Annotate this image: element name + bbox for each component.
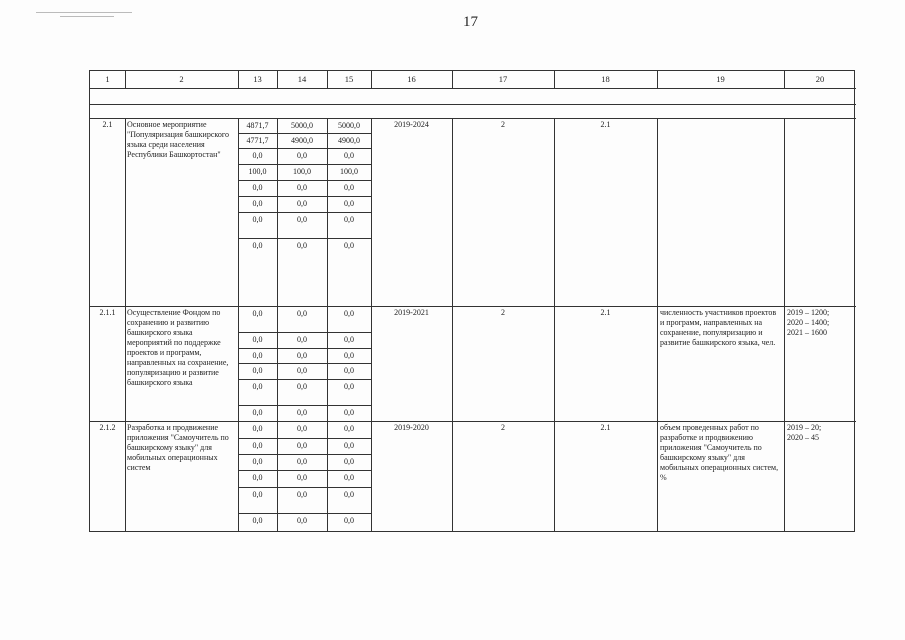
value-cell: 0,0 <box>252 490 263 499</box>
value-cell: 0,0 <box>297 151 307 160</box>
value-cell: 0,0 <box>297 516 307 525</box>
value-cell: 0,0 <box>252 382 263 391</box>
value-cell: 0,0 <box>297 490 307 499</box>
value-cell: 0,0 <box>344 441 354 450</box>
value-cell: 0,0 <box>344 241 354 250</box>
value-cell: 0,0 <box>297 215 307 224</box>
col17-cell: 2 <box>501 308 505 317</box>
target-cell: 2021 – 1600 <box>787 328 827 337</box>
value-subrow-line <box>238 348 371 349</box>
value-cell: 0,0 <box>252 241 263 250</box>
value-cell: 0,0 <box>252 335 263 344</box>
header-cell: 15 <box>344 74 354 84</box>
value-cell: 0,0 <box>297 473 307 482</box>
row-divider <box>90 306 856 307</box>
value-cell: 0,0 <box>297 424 307 433</box>
value-cell: 0,0 <box>252 183 263 192</box>
target-cell: 2020 – 1400; <box>787 318 830 327</box>
value-cell: 0,0 <box>344 424 354 433</box>
value-cell: 0,0 <box>252 151 263 160</box>
target-cell: 2019 – 20; <box>787 423 822 432</box>
value-cell: 0,0 <box>252 424 263 433</box>
value-subrow-line <box>238 487 371 488</box>
value-cell: 0,0 <box>252 441 263 450</box>
column-line <box>125 118 126 532</box>
value-cell: 4900,0 <box>338 136 360 145</box>
header-cell: 13 <box>253 74 262 84</box>
value-subrow-line <box>238 164 371 165</box>
row-id: 2.1 <box>102 120 113 129</box>
value-cell: 0,0 <box>252 366 263 375</box>
row-name: Осуществление Фондом по сохранению и развитию башкирского языка мероприятий по поддержке проектов и программ, направленных на сохранение, популяризацию и развитие башкирского языка <box>127 308 229 387</box>
header-cell: 2 <box>179 74 184 84</box>
col17-cell: 2 <box>501 120 505 129</box>
row-id: 2.1.2 <box>99 423 116 432</box>
col17-cell: 2 <box>501 423 505 432</box>
row-id: 2.1.1 <box>99 308 116 317</box>
value-cell: 0,0 <box>344 490 354 499</box>
header-cell: 16 <box>407 74 416 84</box>
value-cell: 0,0 <box>297 441 307 450</box>
value-subrow-line <box>238 212 371 213</box>
header-cell: 1 <box>105 74 110 84</box>
row-name: Основное мероприятие "Популяризация башкирского языка среди населения Республики Башкортостан" <box>127 120 229 159</box>
value-cell: 0,0 <box>297 241 307 250</box>
header-divider <box>90 88 856 89</box>
value-cell: 0,0 <box>344 382 354 391</box>
value-cell: 100,0 <box>340 167 358 176</box>
value-cell: 0,0 <box>297 199 307 208</box>
value-cell: 0,0 <box>344 215 354 224</box>
value-cell: 0,0 <box>344 457 354 466</box>
value-cell: 0,0 <box>252 351 263 360</box>
value-cell: 5000,0 <box>338 121 360 130</box>
period-cell: 2019-2024 <box>394 120 429 129</box>
value-cell: 0,0 <box>297 457 307 466</box>
column-line <box>452 118 453 532</box>
value-cell: 0,0 <box>297 335 307 344</box>
value-cell: 0,0 <box>344 516 354 525</box>
column-line <box>554 118 555 532</box>
value-cell: 0,0 <box>252 199 263 208</box>
value-subrow-line <box>238 379 371 380</box>
value-subrow-line <box>238 438 371 439</box>
value-subrow-line <box>238 513 371 514</box>
period-cell: 2019-2020 <box>394 423 429 432</box>
value-cell: 0,0 <box>344 335 354 344</box>
empty-row-divider <box>90 104 856 105</box>
value-cell: 5000,0 <box>291 121 313 130</box>
value-cell: 0,0 <box>252 516 263 525</box>
column-line <box>371 118 372 532</box>
header-cell: 20 <box>815 74 825 84</box>
col18-cell: 2.1 <box>600 120 611 129</box>
value-cell: 0,0 <box>344 366 354 375</box>
row-divider <box>90 421 856 422</box>
value-cell: 0,0 <box>252 457 263 466</box>
scan-artifact <box>60 16 114 17</box>
value-cell: 0,0 <box>297 309 307 318</box>
value-subrow-line <box>238 180 371 181</box>
value-cell: 0,0 <box>344 473 354 482</box>
value-cell: 100,0 <box>248 167 267 176</box>
value-cell: 0,0 <box>344 351 354 360</box>
column-line <box>784 118 785 532</box>
value-cell: 0,0 <box>344 183 354 192</box>
value-cell: 4900,0 <box>291 136 313 145</box>
value-cell: 0,0 <box>297 408 307 417</box>
header-cell: 17 <box>498 74 508 84</box>
value-cell: 0,0 <box>252 215 263 224</box>
value-subrow-line <box>238 405 371 406</box>
value-cell: 100,0 <box>293 167 311 176</box>
target-cell: 2019 – 1200; <box>787 308 830 317</box>
value-subrow-line <box>238 363 371 364</box>
row-name: Разработка и продвижение приложения "Самоучитель по башкирскому языку" для мобильных операционных систем <box>127 423 229 472</box>
value-subrow-line <box>238 133 371 134</box>
value-cell: 0,0 <box>252 408 263 417</box>
value-cell: 0,0 <box>297 183 307 192</box>
value-subrow-line <box>238 196 371 197</box>
period-cell: 2019-2021 <box>394 308 429 317</box>
value-cell: 0,0 <box>344 408 354 417</box>
header-cell: 19 <box>716 74 725 84</box>
scan-artifact <box>36 12 132 13</box>
value-subrow-line <box>238 470 371 471</box>
page-number: 17 <box>463 14 478 30</box>
value-cell: 0,0 <box>297 366 307 375</box>
indicator-cell: численность участников проектов и программ, направленных на сохранение, популяризацию и развитие башкирского языка, чел. <box>660 308 777 347</box>
value-subrow-line <box>238 238 371 239</box>
value-cell: 0,0 <box>297 382 307 391</box>
header-cell: 18 <box>601 74 610 84</box>
value-cell: 0,0 <box>297 351 307 360</box>
column-line <box>657 118 658 532</box>
value-cell: 0,0 <box>344 199 354 208</box>
value-cell: 0,0 <box>252 309 263 318</box>
value-cell: 0,0 <box>252 473 263 482</box>
section-divider <box>90 118 856 119</box>
col18-cell: 2.1 <box>600 308 611 317</box>
header-cell: 14 <box>297 74 307 84</box>
program-table <box>89 70 855 532</box>
target-cell: 2020 – 45 <box>787 433 819 442</box>
value-subrow-line <box>238 454 371 455</box>
value-subrow-line <box>238 148 371 149</box>
value-cell: 0,0 <box>344 309 354 318</box>
value-cell: 4771,7 <box>246 136 269 145</box>
value-cell: 0,0 <box>344 151 354 160</box>
value-cell: 4871,7 <box>246 121 269 130</box>
indicator-cell: объем проведенных работ по разработке и продвижению приложения "Самоучитель по башкирскому языку" для мобильных операционных систем, % <box>660 423 779 482</box>
value-subrow-line <box>238 332 371 333</box>
col18-cell: 2.1 <box>600 423 611 432</box>
